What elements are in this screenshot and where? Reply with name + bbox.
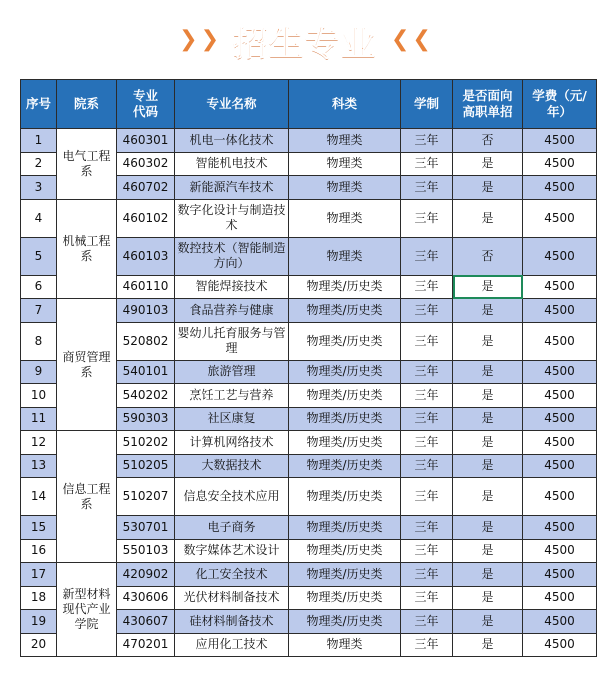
cell-fee: 4500 <box>523 299 597 323</box>
cell-single: 是 <box>453 563 523 587</box>
cell-fee: 4500 <box>523 478 597 516</box>
cell-duration: 三年 <box>401 384 453 408</box>
cell-name: 旅游管理 <box>175 360 289 384</box>
title-banner <box>0 0 610 80</box>
cell-seq: 2 <box>21 152 57 176</box>
cell-single: 否 <box>453 237 523 275</box>
cell-single: 是 <box>453 407 523 431</box>
cell-seq: 6 <box>21 275 57 299</box>
cell-fee: 4500 <box>523 360 597 384</box>
cell-duration: 三年 <box>401 275 453 299</box>
cell-single: 是 <box>453 199 523 237</box>
page-title: 招生专业 <box>233 23 377 64</box>
table-row <box>21 199 597 237</box>
cell-fee: 4500 <box>523 176 597 200</box>
cell-category: 物理类 <box>289 129 401 153</box>
cell-fee: 4500 <box>523 454 597 478</box>
col-header-fee <box>523 80 597 129</box>
cell-category: 物理类/历史类 <box>289 407 401 431</box>
cell-single: 是 <box>453 176 523 200</box>
cell-duration: 三年 <box>401 322 453 360</box>
cell-name: 烹饪工艺与营养 <box>175 384 289 408</box>
cell-code: 460702 <box>117 176 175 200</box>
cell-duration: 三年 <box>401 454 453 478</box>
cell-code: 540101 <box>117 360 175 384</box>
cell-code: 460301 <box>117 129 175 153</box>
cell-category: 物理类/历史类 <box>289 431 401 455</box>
cell-single: 是 <box>453 586 523 610</box>
cell-name: 信息安全技术应用 <box>175 478 289 516</box>
cell-seq: 20 <box>21 633 57 657</box>
cell-single: 是 <box>453 454 523 478</box>
cell-code: 430606 <box>117 586 175 610</box>
cell-duration: 三年 <box>401 431 453 455</box>
cell-fee: 4500 <box>523 275 597 299</box>
cell-category: 物理类/历史类 <box>289 586 401 610</box>
cell-duration: 三年 <box>401 237 453 275</box>
cell-category: 物理类/历史类 <box>289 384 401 408</box>
cell-code: 510207 <box>117 478 175 516</box>
cell-fee: 4500 <box>523 237 597 275</box>
cell-seq: 13 <box>21 454 57 478</box>
cell-code: 510202 <box>117 431 175 455</box>
cell-duration: 三年 <box>401 360 453 384</box>
cell-single: 是 <box>453 633 523 657</box>
table-row <box>21 299 597 323</box>
cell-duration: 三年 <box>401 633 453 657</box>
col-header-dept: 院系 <box>57 80 117 129</box>
cell-department: 机械工程系 <box>57 199 117 299</box>
cell-name: 社区康复 <box>175 407 289 431</box>
cell-seq: 5 <box>21 237 57 275</box>
cell-duration: 三年 <box>401 176 453 200</box>
cell-single: 是 <box>453 516 523 540</box>
cell-seq: 10 <box>21 384 57 408</box>
col-header-single-text: 是否面向高职单招 <box>462 88 513 119</box>
cell-duration: 三年 <box>401 478 453 516</box>
cell-name: 光伏材料制备技术 <box>175 586 289 610</box>
cell-department: 商贸管理系 <box>57 299 117 431</box>
cell-code: 420902 <box>117 563 175 587</box>
cell-seq: 18 <box>21 586 57 610</box>
cell-fee: 4500 <box>523 586 597 610</box>
cell-code: 520802 <box>117 322 175 360</box>
cell-seq: 4 <box>21 199 57 237</box>
col-header-seq: 序号 <box>21 80 57 129</box>
cell-code: 530701 <box>117 516 175 540</box>
cell-fee: 4500 <box>523 322 597 360</box>
cell-name: 婴幼儿托育服务与管理 <box>175 322 289 360</box>
cell-seq: 19 <box>21 610 57 634</box>
col-header-category: 科类 <box>289 80 401 129</box>
cell-name: 机电一体化技术 <box>175 129 289 153</box>
cell-seq: 7 <box>21 299 57 323</box>
cell-code: 540202 <box>117 384 175 408</box>
cell-single: 是 <box>453 539 523 563</box>
cell-name: 数字化设计与制造技术 <box>175 199 289 237</box>
cell-duration: 三年 <box>401 539 453 563</box>
cell-duration: 三年 <box>401 129 453 153</box>
cell-seq: 8 <box>21 322 57 360</box>
table-row <box>21 129 597 153</box>
cell-fee: 4500 <box>523 384 597 408</box>
col-header-name: 专业名称 <box>175 80 289 129</box>
cell-name: 数字媒体艺术设计 <box>175 539 289 563</box>
cell-category: 物理类/历史类 <box>289 478 401 516</box>
cell-single: 是 <box>453 322 523 360</box>
cell-single[interactable]: 是 <box>453 275 523 299</box>
cell-seq: 11 <box>21 407 57 431</box>
cell-seq: 16 <box>21 539 57 563</box>
cell-category: 物理类/历史类 <box>289 610 401 634</box>
cell-seq: 9 <box>21 360 57 384</box>
cell-code: 510205 <box>117 454 175 478</box>
cell-duration: 三年 <box>401 563 453 587</box>
cell-category: 物理类 <box>289 199 401 237</box>
col-header-code-text: 专业代码 <box>132 88 158 119</box>
cell-duration: 三年 <box>401 516 453 540</box>
cell-single: 是 <box>453 478 523 516</box>
cell-category: 物理类 <box>289 152 401 176</box>
cell-single: 是 <box>453 431 523 455</box>
cell-category: 物理类 <box>289 633 401 657</box>
cell-category: 物理类/历史类 <box>289 299 401 323</box>
right-chevrons-icon: ❮ ❮ <box>391 27 431 52</box>
cell-name: 大数据技术 <box>175 454 289 478</box>
cell-name: 计算机网络技术 <box>175 431 289 455</box>
cell-seq: 12 <box>21 431 57 455</box>
col-header-single <box>453 80 523 129</box>
cell-code: 470201 <box>117 633 175 657</box>
cell-fee: 4500 <box>523 152 597 176</box>
cell-seq: 3 <box>21 176 57 200</box>
cell-code: 430607 <box>117 610 175 634</box>
cell-duration: 三年 <box>401 586 453 610</box>
cell-name: 新能源汽车技术 <box>175 176 289 200</box>
cell-single: 是 <box>453 384 523 408</box>
cell-seq: 15 <box>21 516 57 540</box>
cell-code: 460110 <box>117 275 175 299</box>
cell-code: 590303 <box>117 407 175 431</box>
col-header-fee-text: 学费（元/年） <box>532 88 587 119</box>
cell-category: 物理类/历史类 <box>289 454 401 478</box>
cell-code: 490103 <box>117 299 175 323</box>
cell-name: 化工安全技术 <box>175 563 289 587</box>
col-header-duration: 学制 <box>401 80 453 129</box>
cell-name: 电子商务 <box>175 516 289 540</box>
col-header-code <box>117 80 175 129</box>
table-row <box>21 563 597 587</box>
cell-fee: 4500 <box>523 563 597 587</box>
cell-name: 硅材料制备技术 <box>175 610 289 634</box>
cell-code: 460102 <box>117 199 175 237</box>
cell-category: 物理类 <box>289 176 401 200</box>
cell-fee: 4500 <box>523 129 597 153</box>
cell-seq: 1 <box>21 129 57 153</box>
cell-name: 智能机电技术 <box>175 152 289 176</box>
cell-code: 460302 <box>117 152 175 176</box>
cell-duration: 三年 <box>401 407 453 431</box>
cell-name: 数控技术（智能制造方向） <box>175 237 289 275</box>
cell-fee: 4500 <box>523 199 597 237</box>
cell-category: 物理类/历史类 <box>289 516 401 540</box>
cell-name: 食品营养与健康 <box>175 299 289 323</box>
cell-department: 信息工程系 <box>57 431 117 563</box>
cell-fee: 4500 <box>523 610 597 634</box>
left-chevrons-icon: ❯ ❯ <box>179 27 219 52</box>
cell-fee: 4500 <box>523 407 597 431</box>
cell-category: 物理类/历史类 <box>289 563 401 587</box>
cell-duration: 三年 <box>401 299 453 323</box>
cell-seq: 17 <box>21 563 57 587</box>
cell-category: 物理类/历史类 <box>289 539 401 563</box>
cell-fee: 4500 <box>523 431 597 455</box>
table-row <box>21 431 597 455</box>
cell-fee: 4500 <box>523 633 597 657</box>
cell-name: 应用化工技术 <box>175 633 289 657</box>
cell-fee: 4500 <box>523 516 597 540</box>
majors-table-container <box>20 79 596 657</box>
cell-category: 物理类/历史类 <box>289 360 401 384</box>
cell-department: 新型材料现代产业学院 <box>57 563 117 657</box>
cell-fee: 4500 <box>523 539 597 563</box>
cell-code: 460103 <box>117 237 175 275</box>
cell-category: 物理类 <box>289 237 401 275</box>
cell-category: 物理类/历史类 <box>289 275 401 299</box>
cell-name: 智能焊接技术 <box>175 275 289 299</box>
header-row <box>21 80 597 129</box>
cell-single: 是 <box>453 299 523 323</box>
cell-single: 是 <box>453 152 523 176</box>
cell-category: 物理类/历史类 <box>289 322 401 360</box>
cell-department: 电气工程系 <box>57 129 117 200</box>
cell-duration: 三年 <box>401 152 453 176</box>
cell-duration: 三年 <box>401 610 453 634</box>
cell-single: 否 <box>453 129 523 153</box>
cell-duration: 三年 <box>401 199 453 237</box>
cell-code: 550103 <box>117 539 175 563</box>
cell-single: 是 <box>453 360 523 384</box>
cell-seq: 14 <box>21 478 57 516</box>
majors-table <box>20 79 597 657</box>
cell-single: 是 <box>453 610 523 634</box>
